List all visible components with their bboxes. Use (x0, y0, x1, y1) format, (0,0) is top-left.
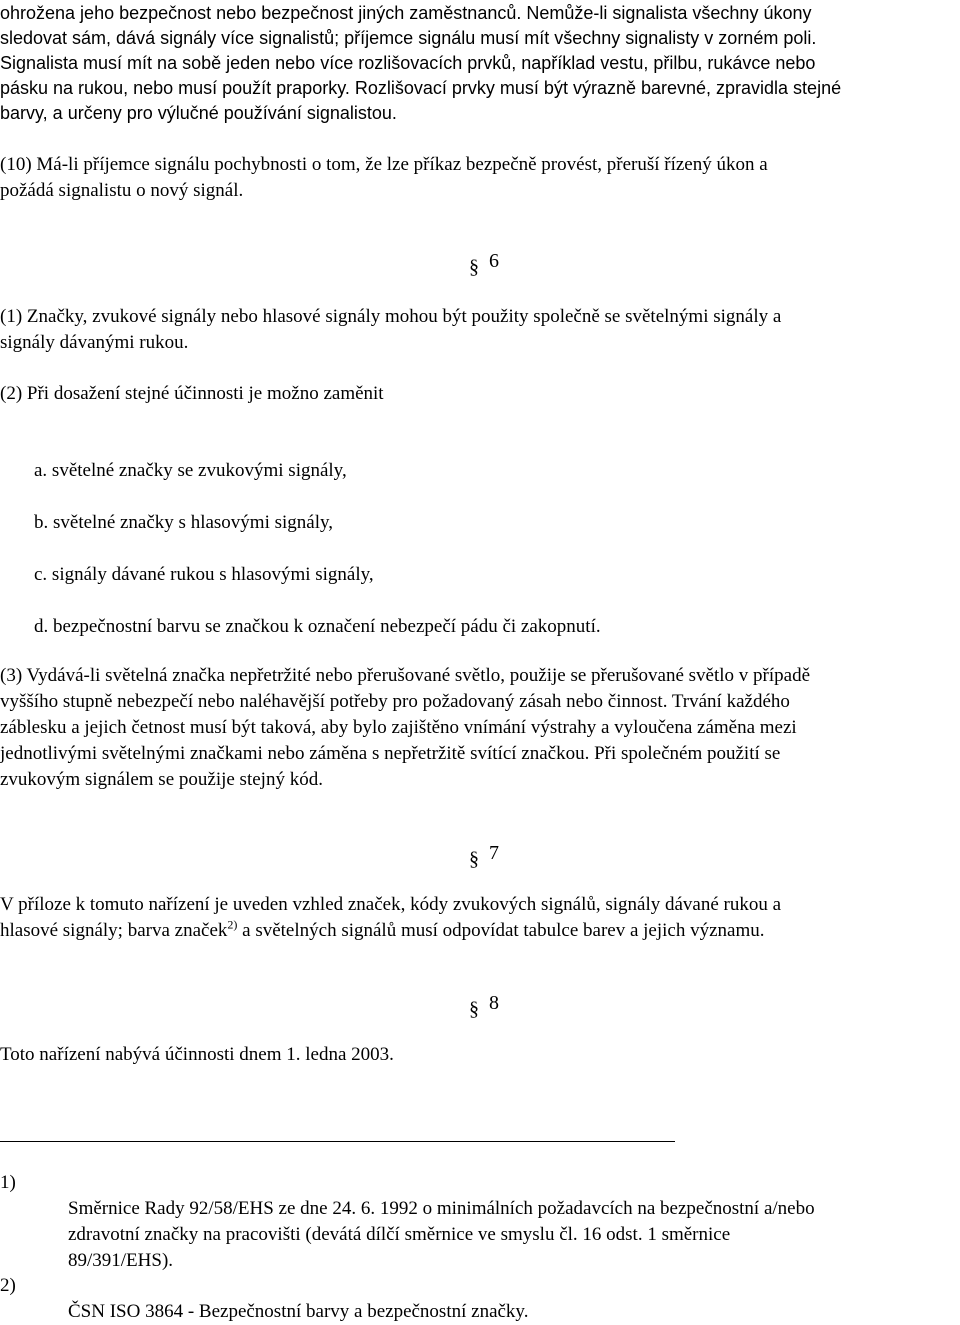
section-symbol: § (469, 256, 479, 278)
text-line: zvukovým signálem se použije stejný kód. (0, 769, 323, 790)
list-item: d. bezpečnostní barvu se značkou k označení nebezpečí pádu či zakopnutí. (34, 616, 601, 637)
list-item: a. světelné značky se zvukovými signály, (34, 460, 347, 481)
text-line: zdravotní značky na pracovišti (devátá dílčí směrnice ve smyslu čl. 16 odst. 1 směrnice (68, 1224, 731, 1245)
footnote-reference: 2) (227, 917, 238, 932)
text-line: ČSN ISO 3864 - Bezpečnostní barvy a bezpečnostní značky. (68, 1301, 529, 1322)
text-span: Rozlišovací prvky musí být výrazně barevné, zpravidla stejné (354, 78, 842, 98)
section-symbol: § (469, 848, 479, 870)
section-number: 7 (489, 842, 499, 864)
text-line: signály dávanými rukou. (0, 332, 189, 353)
text-line: vyššího stupně nebezpečí nebo naléhavější potřeby pro požadovaný zásah nebo činnost. Trvání každého (0, 691, 790, 712)
list-item: b. světelné značky s hlasovými signály, (34, 512, 334, 533)
section-number: 8 (489, 992, 499, 1014)
text-line: Signalista musí mít na sobě jeden nebo více rozlišovacích prvků, například vestu, přilbu, rukávce nebo (0, 53, 816, 73)
text-span: pásku na rukou, nebo musí použít praporky. (0, 78, 350, 98)
footnote-number: 2) (0, 1275, 16, 1296)
list-item: c. signály dávané rukou s hlasovými signály, (34, 564, 374, 585)
text-line: ohrožena jeho bezpečnost nebo bezpečnost jiných zaměstnanců. Nemůže-li signalista všechny úkony (0, 3, 812, 23)
paragraph-6-2: (2) Při dosažení stejné účinnosti je možno zaměnit (0, 383, 384, 404)
text-line: 89/391/EHS). (68, 1250, 174, 1271)
text-line: jednotlivými světelnými značkami nebo záměna s nepřetržitě svítící značkou. Při společném použití se (0, 743, 781, 764)
text-line: (10) Má-li příjemce signálu pochybnosti o tom, že lze příkaz bezpečně provést, přeruší řízený úkon a (0, 154, 768, 175)
section-heading-7 (469, 842, 499, 870)
text-line: sledovat sám, dává signály více signalistů; příjemce signálu musí mít všechny signalisty v zorném poli. (0, 28, 817, 48)
text-line: (1) Značky, zvukové signály nebo hlasové signály mohou být použity společně se světelnými signály a (0, 306, 782, 327)
text-line: barvy, a určeny pro výlučné používání signalistou. (0, 103, 397, 123)
paragraph-8: Toto nařízení nabývá účinnosti dnem 1. ledna 2003. (0, 1044, 394, 1065)
text-line (0, 918, 764, 945)
footnote-separator (0, 1141, 675, 1142)
text-line: požádá signalistu o nový signál. (0, 180, 244, 201)
text-line: záblesku a jejich četnost musí být taková, aby bylo zajištěno vnímání výstrahy a vyloučena záměna mezi (0, 717, 797, 738)
text-span: hlasové signály; barva značek (0, 920, 228, 941)
footnote-text (68, 1299, 958, 1325)
text-line: V příloze k tomuto nařízení je uveden vzhled značek, kódy zvukových signálů, signály dávané rukou a (0, 894, 782, 915)
text-line (0, 75, 841, 102)
footnote-text (68, 1196, 958, 1274)
text-span: a světelných signálů musí odpovídat tabulce barev a jejich významu. (237, 920, 765, 941)
text-line: (3) Vydává-li světelná značka nepřetržité nebo přerušované světlo, použije se přerušované světlo v případě (0, 665, 811, 686)
section-heading-6 (469, 250, 499, 278)
footnote-number: 1) (0, 1172, 16, 1193)
section-number: 6 (489, 250, 499, 272)
text-line: Směrnice Rady 92/58/EHS ze dne 24. 6. 1992 o minimálních požadavcích na bezpečnostní a/nebo (68, 1198, 815, 1219)
section-symbol: § (469, 998, 479, 1020)
section-heading-8 (469, 992, 499, 1020)
